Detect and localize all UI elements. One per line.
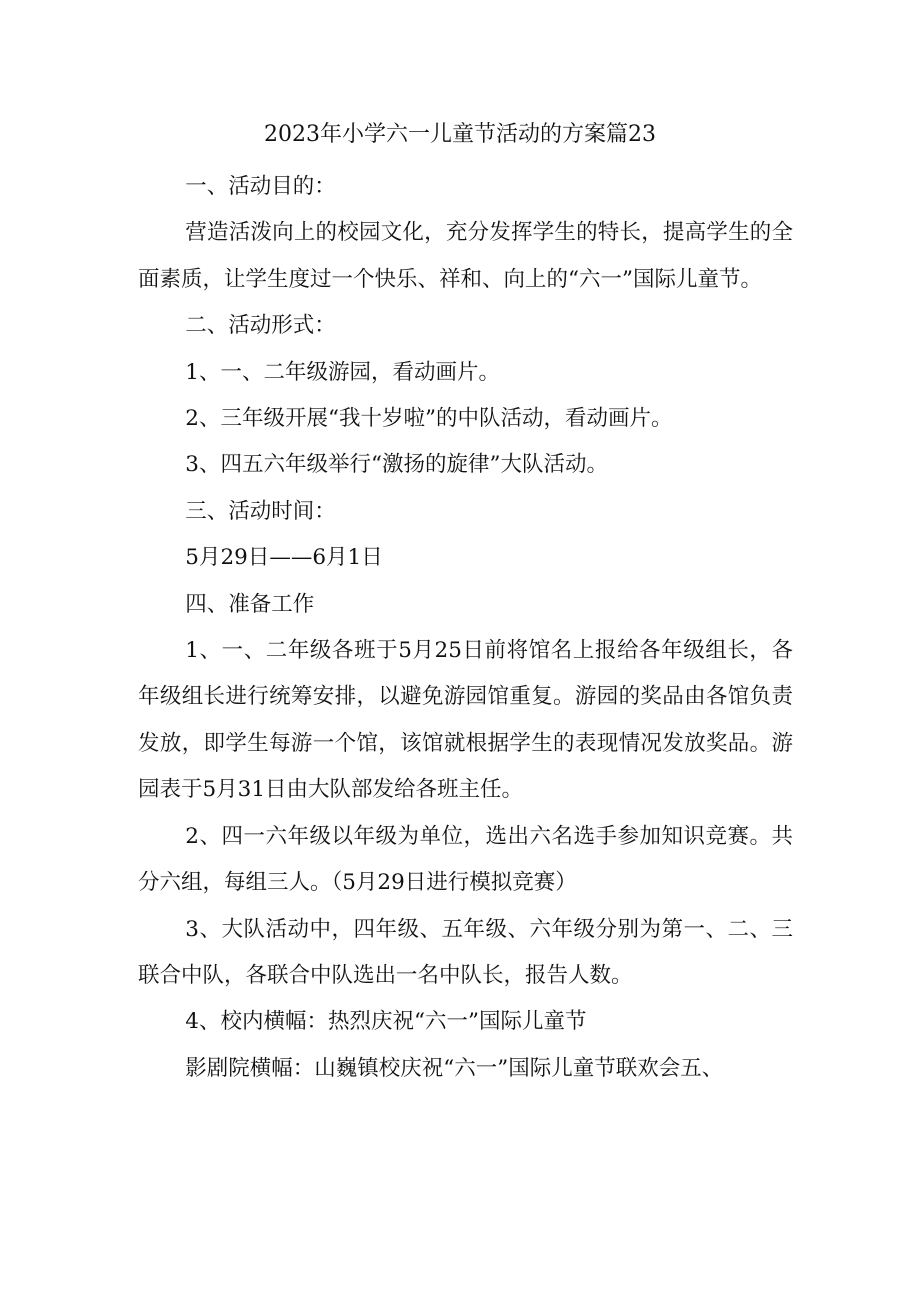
list-item-format-3: 3、四五六年级举行“激扬的旋律”大队活动。 (185, 452, 608, 478)
section-heading-format: 二、活动形式： (185, 313, 336, 339)
list-item-preparation-1: 1、一、二年级各班于5月25日前将馆名上报给各年级组长，各年级组长进行统筹安排，以避免游园馆重复。游园的奖品由各馆负责发放，即学生每游一个馆，该馆就根据学生的表现情况发放奖品。游园表于5月31日由大队部发给各班主任。 (138, 638, 793, 803)
section-heading-preparation: 四、准备工作 (185, 591, 315, 617)
list-item-preparation-2: 2、四一六年级以年级为单位，选出六名选手参加知识竞赛。共分六组，每组三人。（5月29日进行模拟竞赛） (138, 823, 793, 896)
document-body (138, 164, 793, 1092)
document-title: 2023年小学六一儿童节活动的方案篇23 (264, 122, 656, 147)
section-heading-time: 三、活动时间： (185, 498, 336, 524)
paragraph-time: 5月29日——6月1日 (185, 545, 383, 571)
list-item-preparation-4: 4、校内横幅：热烈庆祝“六一”国际儿童节 (185, 1009, 587, 1035)
list-item-format-1: 1、一、二年级游园，看动画片。 (185, 359, 500, 385)
paragraph-purpose: 营造活泼向上的校园文化，充分发挥学生的特长，提高学生的全面素质，让学生度过一个快乐、祥和、向上的“六一”国际儿童节。 (138, 220, 793, 292)
list-item-format-2: 2、三年级开展“我十岁啦”的中队活动，看动画片。 (185, 406, 673, 432)
paragraph-banner: 影剧院横幅：山巍镇校庆祝“六一”国际儿童节联欢会五、 (185, 1055, 724, 1081)
list-item-preparation-3: 3、大队活动中，四年级、五年级、六年级分别为第一、二、三联合中队，各联合中队选出一名中队长，报告人数。 (138, 916, 793, 988)
section-heading-purpose: 一、活动目的： (185, 174, 336, 199)
